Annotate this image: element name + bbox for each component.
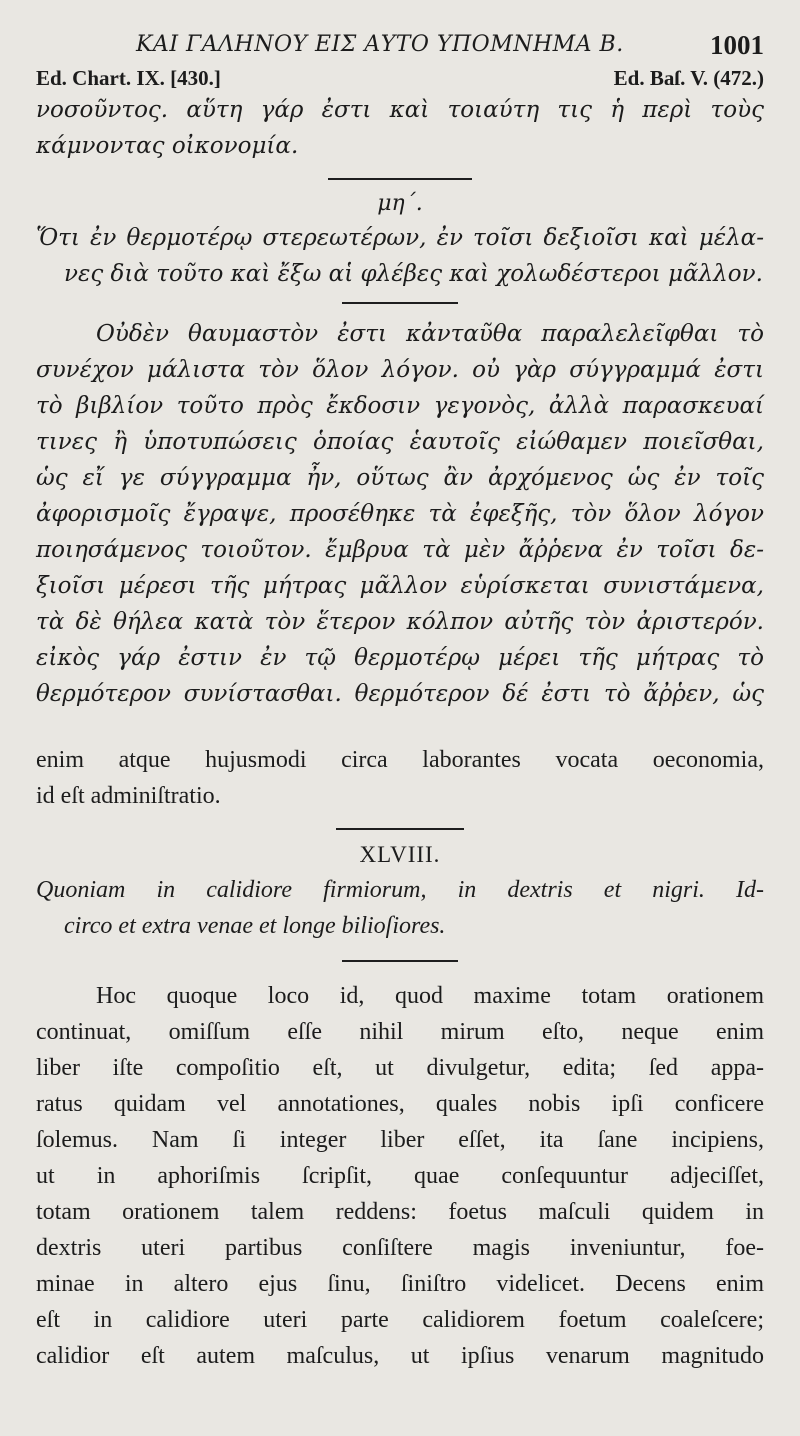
latin-line: continuat, omiſſum eſſe nihil mirum eſto, neque enim bbox=[36, 1019, 764, 1045]
greek-line: ποιησάμενος τοιοῦτον. ἔμβρυα τὰ μὲν ἄῤῥενα ἐν τοῖσι δε- bbox=[36, 537, 764, 563]
greek-line: νες διὰ τοῦτο καὶ ἔξω αἱ φλέβες καὶ χολωδέστεροι μᾶλλον. bbox=[64, 261, 763, 287]
latin-line: Hoc quoque loco id, quod maxime totam orationem bbox=[96, 983, 764, 1009]
page-header bbox=[36, 28, 764, 64]
latin-section-number: XLVIII. bbox=[359, 842, 441, 867]
latin-line: minae in altero ejus ſinu, ſiniſtro videlicet. Decens enim bbox=[36, 1271, 764, 1297]
latin-opening bbox=[36, 742, 764, 814]
greek-commentary bbox=[36, 316, 764, 712]
page-number: 1001 bbox=[710, 30, 764, 60]
greek-line: συνέχον μάλιστα τὸν ὅλον λόγον. οὐ γὰρ σύγγραμμά ἐστι bbox=[36, 357, 764, 383]
greek-line: ἀφορισμοῖς ἔγραψε, προσέθηκε τὰ ἐφεξῆς, τὸν ὅλον λόγον bbox=[36, 501, 764, 527]
latin-commentary bbox=[36, 978, 764, 1374]
section-rule bbox=[336, 828, 464, 830]
greek-line: ὡς εἴ γε σύγγραμμα ἦν, οὕτως ἂν ἀρχόμενος ὡς ἐν τοῖς bbox=[36, 465, 764, 491]
greek-line: Ὅτι ἐν θερμοτέρῳ στερεωτέρων, ἐν τοῖσι δεξιοῖσι καὶ μέλα- bbox=[36, 225, 764, 251]
latin-lemma bbox=[36, 872, 764, 944]
greek-line: τὸ βιβλίον τοῦτο πρὸς ἔκδοσιν γεγονὸς, ἀλλὰ παρασκευαί bbox=[36, 393, 764, 419]
section-rule bbox=[342, 302, 458, 304]
greek-line: εἰκὸς γάρ ἐστιν ἐν τῷ θερμοτέρῳ μέρει τῆς μήτρας τὸ bbox=[36, 645, 764, 671]
book-page bbox=[36, 28, 764, 1374]
latin-line: Quoniam in calidiore firmiorum, in dextris et nigri. Id- bbox=[36, 877, 764, 903]
greek-lemma bbox=[36, 220, 764, 292]
greek-line: τὰ δὲ θήλεα κατὰ τὸν ἕτερον κόλπον αὐτῆς τὸν ἀριστερόν. bbox=[36, 609, 764, 635]
edition-basel: Ed. Baſ. V. (472.) bbox=[613, 66, 764, 90]
edition-references bbox=[36, 64, 764, 94]
greek-section-number: μη΄. bbox=[377, 191, 423, 216]
section-rule bbox=[328, 178, 472, 180]
latin-line: ratus quidam vel annotationes, quales nobis ipſi conficere bbox=[36, 1091, 764, 1117]
latin-line: eſt in calidiore uteri parte calidiorem foetum coaleſcere; bbox=[36, 1307, 764, 1333]
latin-line: calidior eſt autem maſculus, ut ipſius venarum magnitudo bbox=[36, 1343, 764, 1369]
latin-line: liber iſte compoſitio eſt, ut divulgetur, edita; ſed appa- bbox=[36, 1055, 764, 1081]
greek-opening bbox=[36, 92, 764, 164]
greek-line: ξιοῖσι μέρεσι τῆς μήτρας μᾶλλον εὑρίσκεται συνιστάμενα, bbox=[36, 573, 764, 599]
latin-line: id eſt adminiſtratio. bbox=[36, 783, 221, 809]
greek-line: νοσοῦντος. αὕτη γάρ ἐστι καὶ τοιαύτη τις ἡ περὶ τοὺς bbox=[36, 97, 764, 123]
greek-line: θερμότερον συνίστασθαι. θερμότερον δέ ἐστι τὸ ἄῤῥεν, ὡς bbox=[36, 681, 764, 707]
greek-line: κάμνοντας οἰκονομία. bbox=[36, 133, 299, 159]
latin-line: enim atque hujusmodi circa laborantes vocata oeconomia, bbox=[36, 747, 764, 773]
section-rule bbox=[342, 960, 458, 962]
latin-line: dextris uteri partibus conſiſtere magis inveniuntur, foe- bbox=[36, 1235, 764, 1261]
greek-line: τινες ἢ ὑποτυπώσεις ὁποίας ἑαυτοῖς εἰώθαμεν ποιεῖσθαι, bbox=[36, 429, 764, 455]
latin-line: ut in aphoriſmis ſcripſit, quae conſequuntur adjeciſſet, bbox=[36, 1163, 764, 1189]
latin-line: circo et extra venae et longe bilioſiores. bbox=[64, 913, 446, 939]
greek-line: Οὐδὲν θαυμαστὸν ἐστι κἀνταῦθα παραλελεῖφθαι τὸ bbox=[96, 321, 764, 347]
latin-line: ſolemus. Nam ſi integer liber eſſet, ita ſane incipiens, bbox=[36, 1127, 764, 1153]
edition-chartier: Ed. Chart. IX. [430.] bbox=[36, 66, 221, 90]
latin-line: totam orationem talem reddens: foetus maſculi quidem in bbox=[36, 1199, 764, 1225]
running-title: ΚΑΙ ΓΑΛΗΝΟΥ ΕΙΣ ΑΥΤΟ ΥΠΟΜΝΗΜΑ Β. bbox=[136, 32, 624, 57]
